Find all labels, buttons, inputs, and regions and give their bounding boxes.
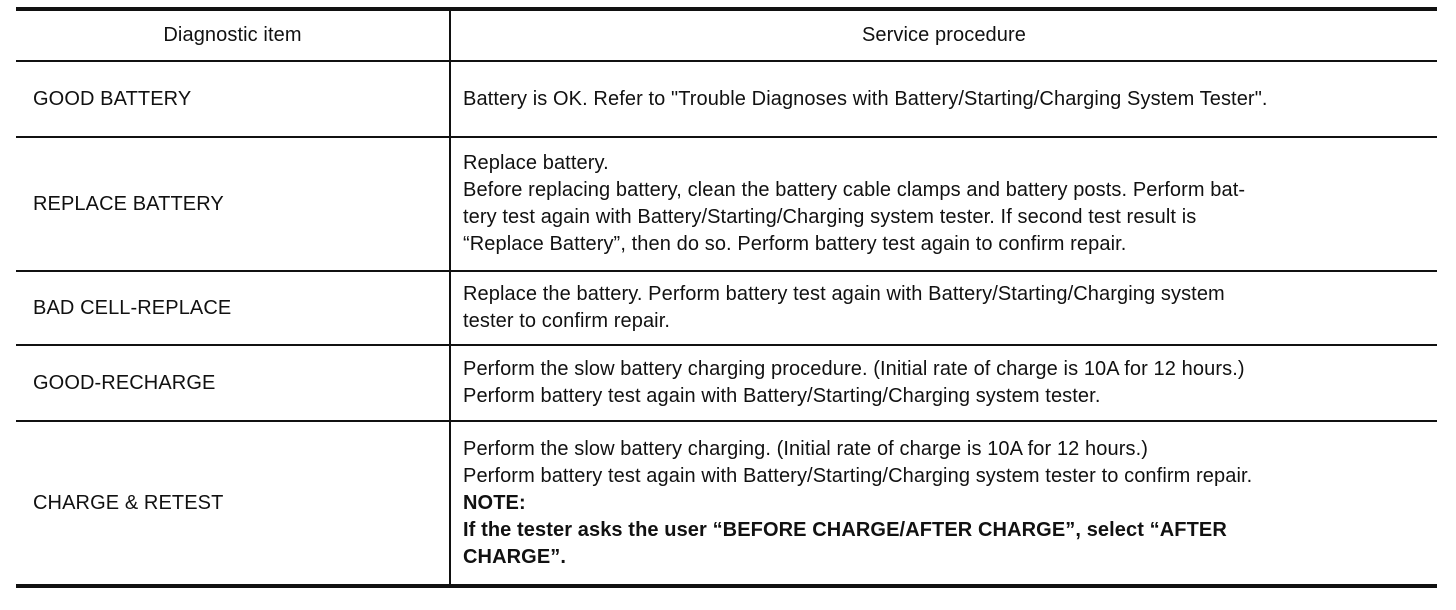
- service-procedure-cell: [450, 61, 1437, 137]
- procedure-line: Perform battery test again with Battery/Starting/Charging system tester.: [463, 385, 1101, 407]
- procedure-line: Replace the battery. Perform battery test again with Battery/Starting/Charging system: [463, 283, 1225, 305]
- diagnostic-item-cell: CHARGE & RETEST: [16, 421, 450, 586]
- service-procedure-cell: [450, 137, 1437, 271]
- diagnostic-item-cell: BAD CELL-REPLACE: [16, 271, 450, 345]
- service-procedure-cell: [450, 345, 1437, 421]
- procedure-line: “Replace Battery”, then do so. Perform battery test again to confirm repair.: [463, 233, 1127, 255]
- table-row: [16, 421, 1437, 586]
- service-procedure-cell: [450, 271, 1437, 345]
- diagnostic-item-cell: GOOD BATTERY: [16, 61, 450, 137]
- battery-diagnostic-table: [16, 7, 1437, 588]
- note-label: NOTE:: [463, 491, 526, 514]
- procedure-line: Battery is OK. Refer to "Trouble Diagnoses with Battery/Starting/Charging System Tester".: [463, 87, 1268, 110]
- table-row: [16, 137, 1437, 271]
- procedure-line: tester to confirm repair.: [463, 310, 671, 332]
- diagnostic-item-cell: GOOD-RECHARGE: [16, 345, 450, 421]
- procedure-line: tery test again with Battery/Starting/Charging system tester. If second test result is: [463, 206, 1197, 228]
- table-header-row: [16, 9, 1437, 61]
- table-row: [16, 345, 1437, 421]
- procedure-line: Perform the slow battery charging. (Initial rate of charge is 10A for 12 hours.): [463, 437, 1148, 460]
- note-line: CHARGE”.: [463, 545, 567, 568]
- header-diagnostic-item: Diagnostic item: [16, 9, 450, 61]
- table-row: [16, 271, 1437, 345]
- procedure-line: Perform the slow battery charging procedure. (Initial rate of charge is 10A for 12 hours.): [463, 358, 1245, 380]
- table-row: [16, 61, 1437, 137]
- service-procedure-cell: [450, 421, 1437, 586]
- procedure-line: Before replacing battery, clean the battery cable clamps and battery posts. Perform bat-: [463, 179, 1246, 201]
- note-line: If the tester asks the user “BEFORE CHARGE/AFTER CHARGE”, select “AFTER: [463, 518, 1227, 541]
- procedure-line: Replace battery.: [463, 152, 609, 174]
- header-service-procedure: Service procedure: [861, 24, 1026, 46]
- diagnostic-table-container: [16, 7, 1435, 588]
- diagnostic-item-cell: REPLACE BATTERY: [16, 137, 450, 271]
- procedure-line: Perform battery test again with Battery/Starting/Charging system tester to confirm repair.: [463, 464, 1253, 487]
